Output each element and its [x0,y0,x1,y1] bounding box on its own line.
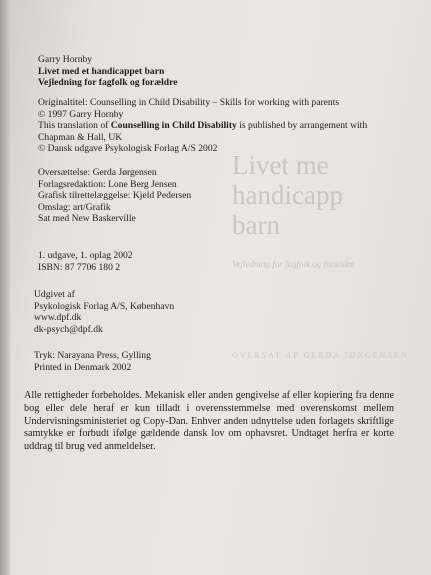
edition-line: 1. udgave, 1. oplag 2002 [38,250,133,261]
title-block [38,54,177,89]
show-through-text [232,150,431,362]
copyright-line: © 1997 Garry Hornby [38,108,124,120]
publisher-website: www.dpf.dk [34,312,82,324]
translation-line [38,120,367,132]
printed-in-line: Printed in Denmark 2002 [34,361,132,373]
credit-line: Grafisk tilrettelæggelse: Kjeld Pedersen [38,190,192,202]
author-name: Garry Hornby [38,54,93,65]
isbn: ISBN: 87 7706 180 2 [38,261,121,273]
printer-line: Tryk: Narayana Press, Gylling [34,350,151,361]
show-through-line: Livet me [232,150,329,180]
danish-copyright: © Dansk udgave Psykologisk Forlag A/S 2002 [38,143,218,155]
publisher-block [34,289,174,335]
credit-line: Omslag: art/Grafik [38,201,111,213]
book-title: Livet med et handicappet barn [38,65,165,77]
translation-title: Counselling in Child Disability [110,120,237,132]
credit-line: Oversættelse: Gerda Jørgensen [38,167,157,178]
publisher-name: Psykologisk Forlag A/S, København [34,300,175,312]
credits-block [38,167,191,225]
edition-block [38,250,133,273]
credit-line: Forlagsredaktion: Lone Berg Jensen [38,178,177,190]
show-through-line: barn [232,210,280,240]
show-through-line: handicapp [232,180,343,210]
translation-prefix: This translation of [38,120,111,132]
show-through-line: OVERSAT AF GERDA JØRGENSEN [232,351,409,360]
credit-line: Sat med New Baskerville [38,213,136,225]
publisher-email: dk-psych@dpf.dk [34,323,103,335]
original-title: Originaltitel: Counselling in Child Disability – Skills for working with parents [38,97,340,108]
print-block [34,350,151,373]
publisher-line: Chapman & Hall, UK [38,131,123,143]
book-subtitle: Vejledning for fagfolk og forældre [38,77,178,89]
rights-notice: Alle rettigheder forbeholdes. Mekanisk eller anden gengivelse af eller kopiering fra denne bog eller dele heraf er kun tilladt i overensstemmelse med overenskomst mellem Undervisningsministeriet og Copy-Dan. Enhver anden udnyttelse uden forlagets skriftlige samtykke er forbudt ifølge gældende dansk lov om ophavsret. Undtaget herfra er korte uddrag til brug ved anmeldelser. [24,390,394,453]
published-by-label: Udgivet af [34,289,75,300]
translation-suffix: is published by arrangement with [236,120,368,132]
original-info-block [38,97,367,155]
show-through-line: Vejledning for fagfolk og forældre [232,259,355,269]
page-binding-shadow [0,0,10,575]
